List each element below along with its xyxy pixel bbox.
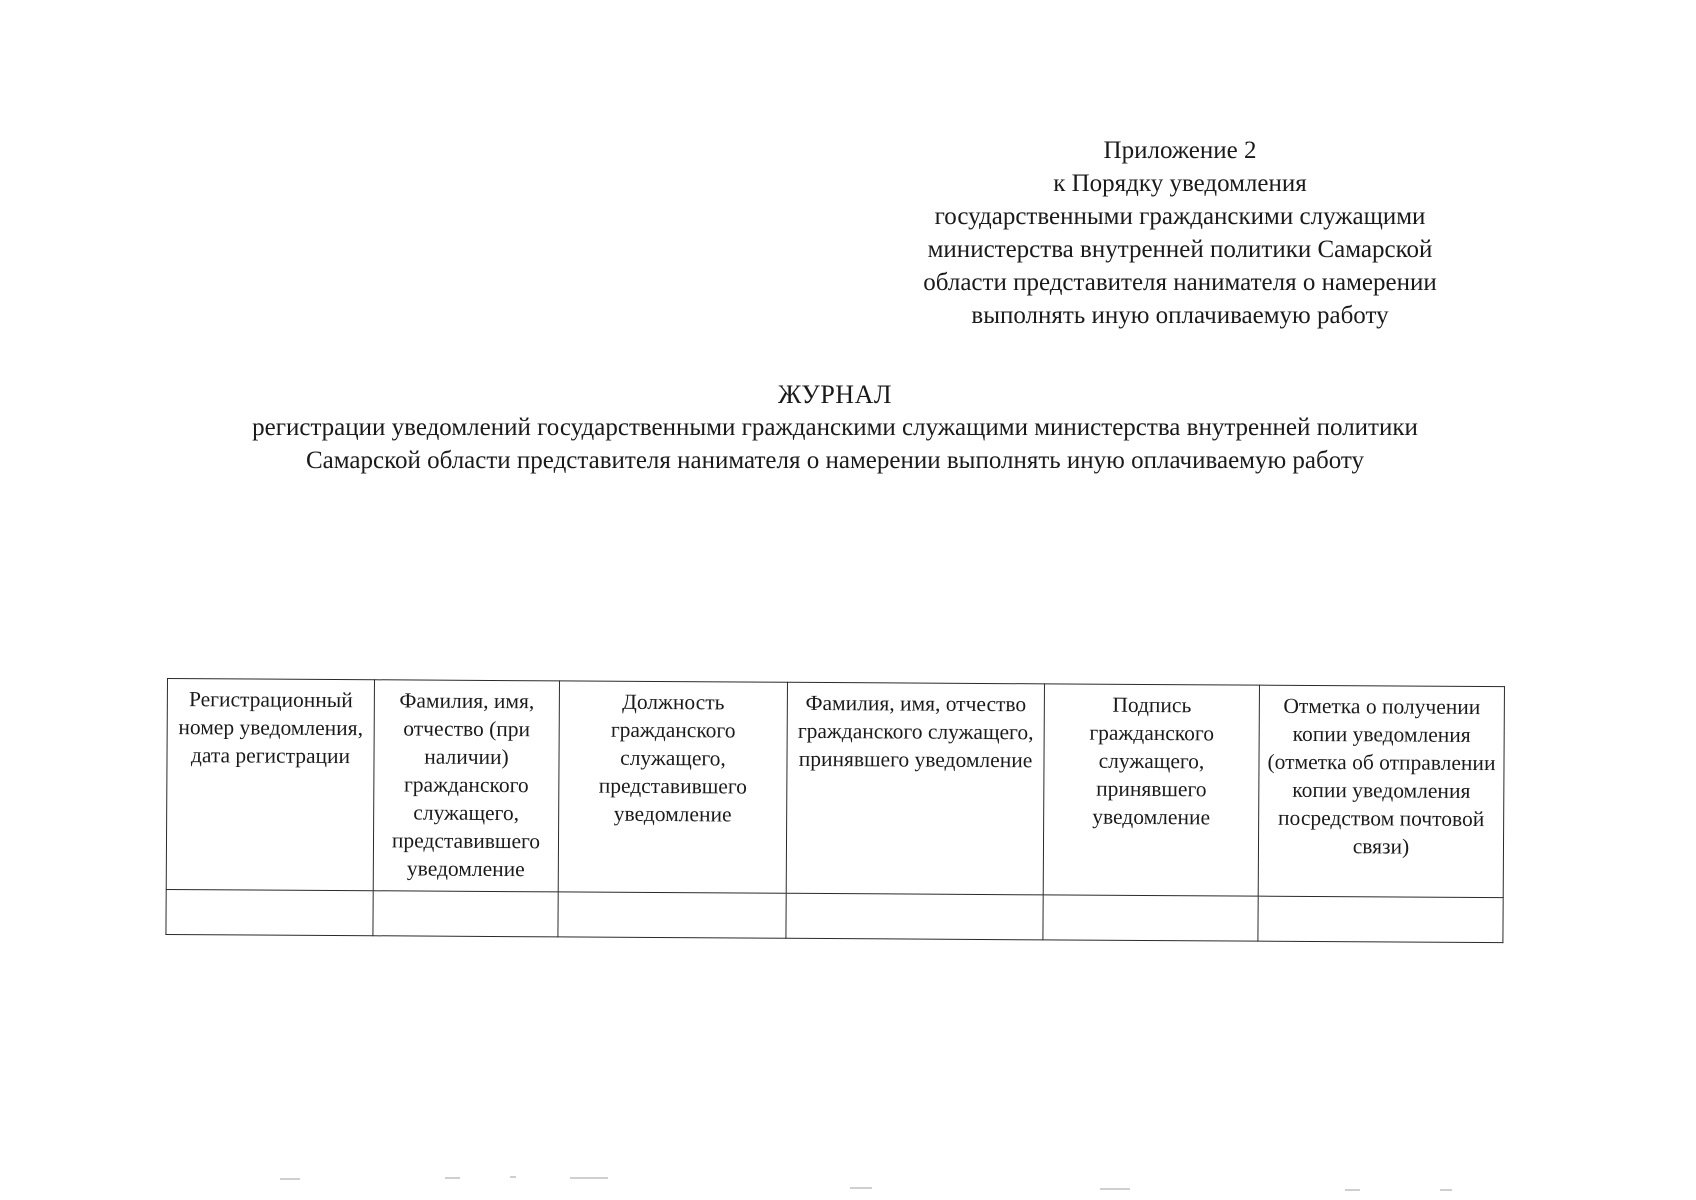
- appendix-line: области представителя нанимателя о намерении: [923, 269, 1437, 296]
- table-cell: [1258, 896, 1503, 942]
- appendix-line: выполнять иную оплачиваемую работу: [971, 302, 1389, 329]
- table-cell: [558, 892, 786, 938]
- journal-heading: [150, 378, 1520, 477]
- journal-subtitle-line: регистрации уведомлений государственными гражданскими служащими министерства внутренней политики: [252, 414, 1418, 441]
- header-registration-number: Регистрационный номер уведомления, дата регистрации: [166, 679, 374, 891]
- table-cell: [373, 891, 558, 937]
- appendix-note: [860, 134, 1500, 332]
- appendix-line: государственными гражданскими служащими: [934, 203, 1426, 230]
- journal-table: [165, 678, 1505, 943]
- table-header-row: [166, 679, 1504, 898]
- header-receiver-full-name: Фамилия, имя, отчество гражданского служащего, принявшего уведомление: [786, 682, 1044, 895]
- header-receiver-signature: Подпись гражданского служащего, принявшего уведомление: [1043, 684, 1259, 896]
- table-row: [166, 889, 1503, 942]
- header-employee-full-name: Фамилия, имя, отчество (при наличии) гражданского служащего, представившего уведомление: [373, 680, 559, 892]
- header-copy-receipt-mark: Отметка о получении копии уведомления (отметка об отправлении копии уведомления посредством почтовой связи): [1258, 685, 1504, 897]
- scan-artifact-marks: [0, 1170, 1696, 1200]
- appendix-line: Приложение 2: [1103, 137, 1257, 164]
- table-cell: [1043, 895, 1258, 941]
- journal-subtitle-line: Самарской области представителя нанимателя о намерении выполнять иную оплачиваемую работу: [305, 447, 1365, 474]
- table-cell: [786, 893, 1043, 940]
- header-employee-position: Должность гражданского служащего, представившего уведомление: [558, 681, 787, 893]
- appendix-line: к Порядку уведомления: [1053, 170, 1307, 197]
- journal-title: ЖУРНАЛ: [778, 380, 892, 409]
- table-cell: [166, 889, 373, 935]
- appendix-line: министерства внутренней политики Самарской: [927, 236, 1433, 263]
